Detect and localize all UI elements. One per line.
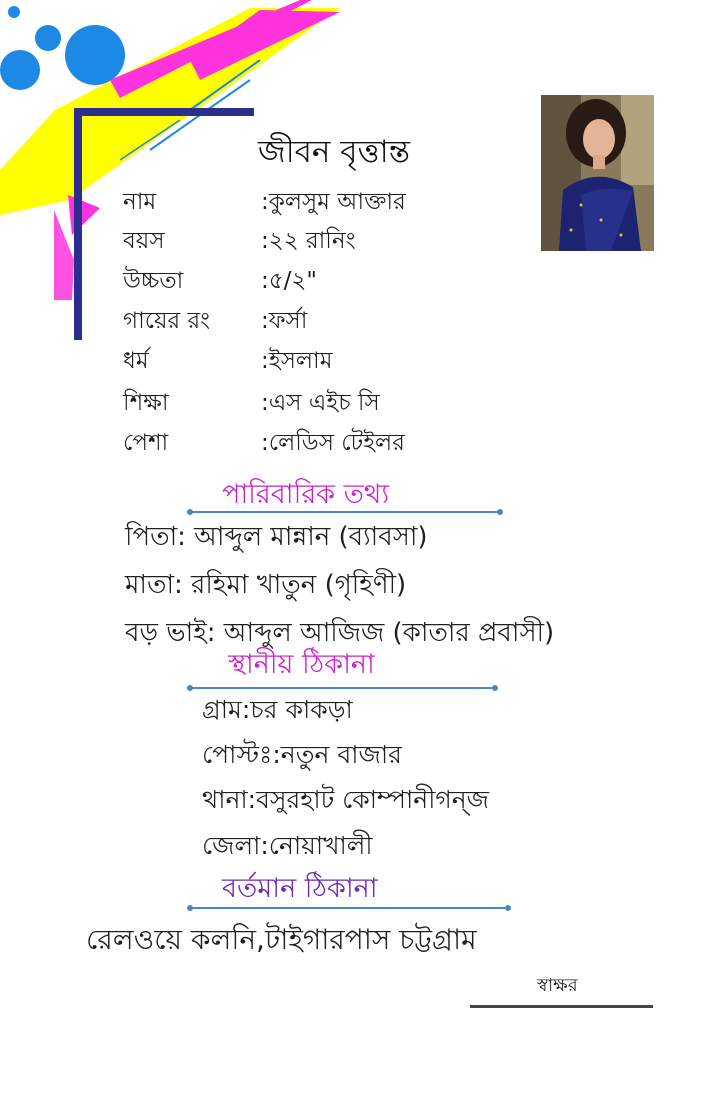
signature-line xyxy=(470,1005,653,1008)
deco-magenta-wedge xyxy=(68,195,100,235)
info-label: গায়ের রং xyxy=(123,308,211,334)
address-post: পোস্টঃ:নতুন বাজার xyxy=(202,740,402,769)
family-heading: পারিবারিক তথ্য xyxy=(222,479,390,510)
page-title: জীবন বৃত্তান্ত xyxy=(258,134,410,170)
info-label: ধর্ম xyxy=(123,348,149,374)
deco-dot-4 xyxy=(65,25,125,85)
deco-navy-bar-vertical xyxy=(74,108,82,340)
info-value: :লেডিস টেইলর xyxy=(261,430,405,456)
family-divider xyxy=(190,511,500,513)
local-address-divider xyxy=(190,687,495,689)
address-village: গ্রাম:চর কাকড়া xyxy=(202,695,353,724)
info-value: :এস এইচ সি xyxy=(261,390,380,416)
info-label: শিক্ষা xyxy=(123,390,169,416)
deco-dot-1 xyxy=(8,6,20,18)
current-address-heading: বর্তমান ঠিকানা xyxy=(222,873,378,904)
profile-photo xyxy=(541,95,654,251)
deco-dot-3 xyxy=(0,50,40,90)
profile-photo-illustration xyxy=(541,95,654,251)
info-value: :২২ রানিং xyxy=(261,228,356,254)
deco-dot-2 xyxy=(35,25,61,51)
current-address-line: রেলওয়ে কলনি,টাইগারপাস চট্টগ্রাম xyxy=(86,923,477,956)
address-thana: থানা:বসুরহাট কোম্পানীগন্জ xyxy=(202,785,490,814)
family-brother: বড় ভাই: আব্দুল আজিজ (কাতার প্রবাসী) xyxy=(125,618,555,648)
signature-label: স্বাক্ষর xyxy=(537,975,578,996)
info-value: :৫/২" xyxy=(261,268,317,294)
address-district: জেলা:নোয়াখালী xyxy=(202,831,373,860)
local-address-heading: স্থানীয় ঠিকানা xyxy=(228,649,375,680)
info-label: বয়স xyxy=(123,228,165,254)
info-value: :ফর্সা xyxy=(261,308,308,334)
info-label: নাম xyxy=(123,189,157,215)
current-address-divider xyxy=(190,907,508,909)
deco-magenta-stripe-2 xyxy=(190,10,340,80)
deco-navy-bar-horizontal xyxy=(74,108,254,116)
family-father: পিতা: আব্দুল মান্নান (ব্যাবসা) xyxy=(125,522,428,552)
info-value: :কুলসুম আক্তার xyxy=(261,189,406,215)
info-label: উচ্চতা xyxy=(123,268,184,294)
family-mother: মাতা: রহিমা খাতুন (গৃহিণী) xyxy=(125,570,407,600)
info-label: পেশা xyxy=(123,430,169,456)
info-value: :ইসলাম xyxy=(261,348,333,374)
